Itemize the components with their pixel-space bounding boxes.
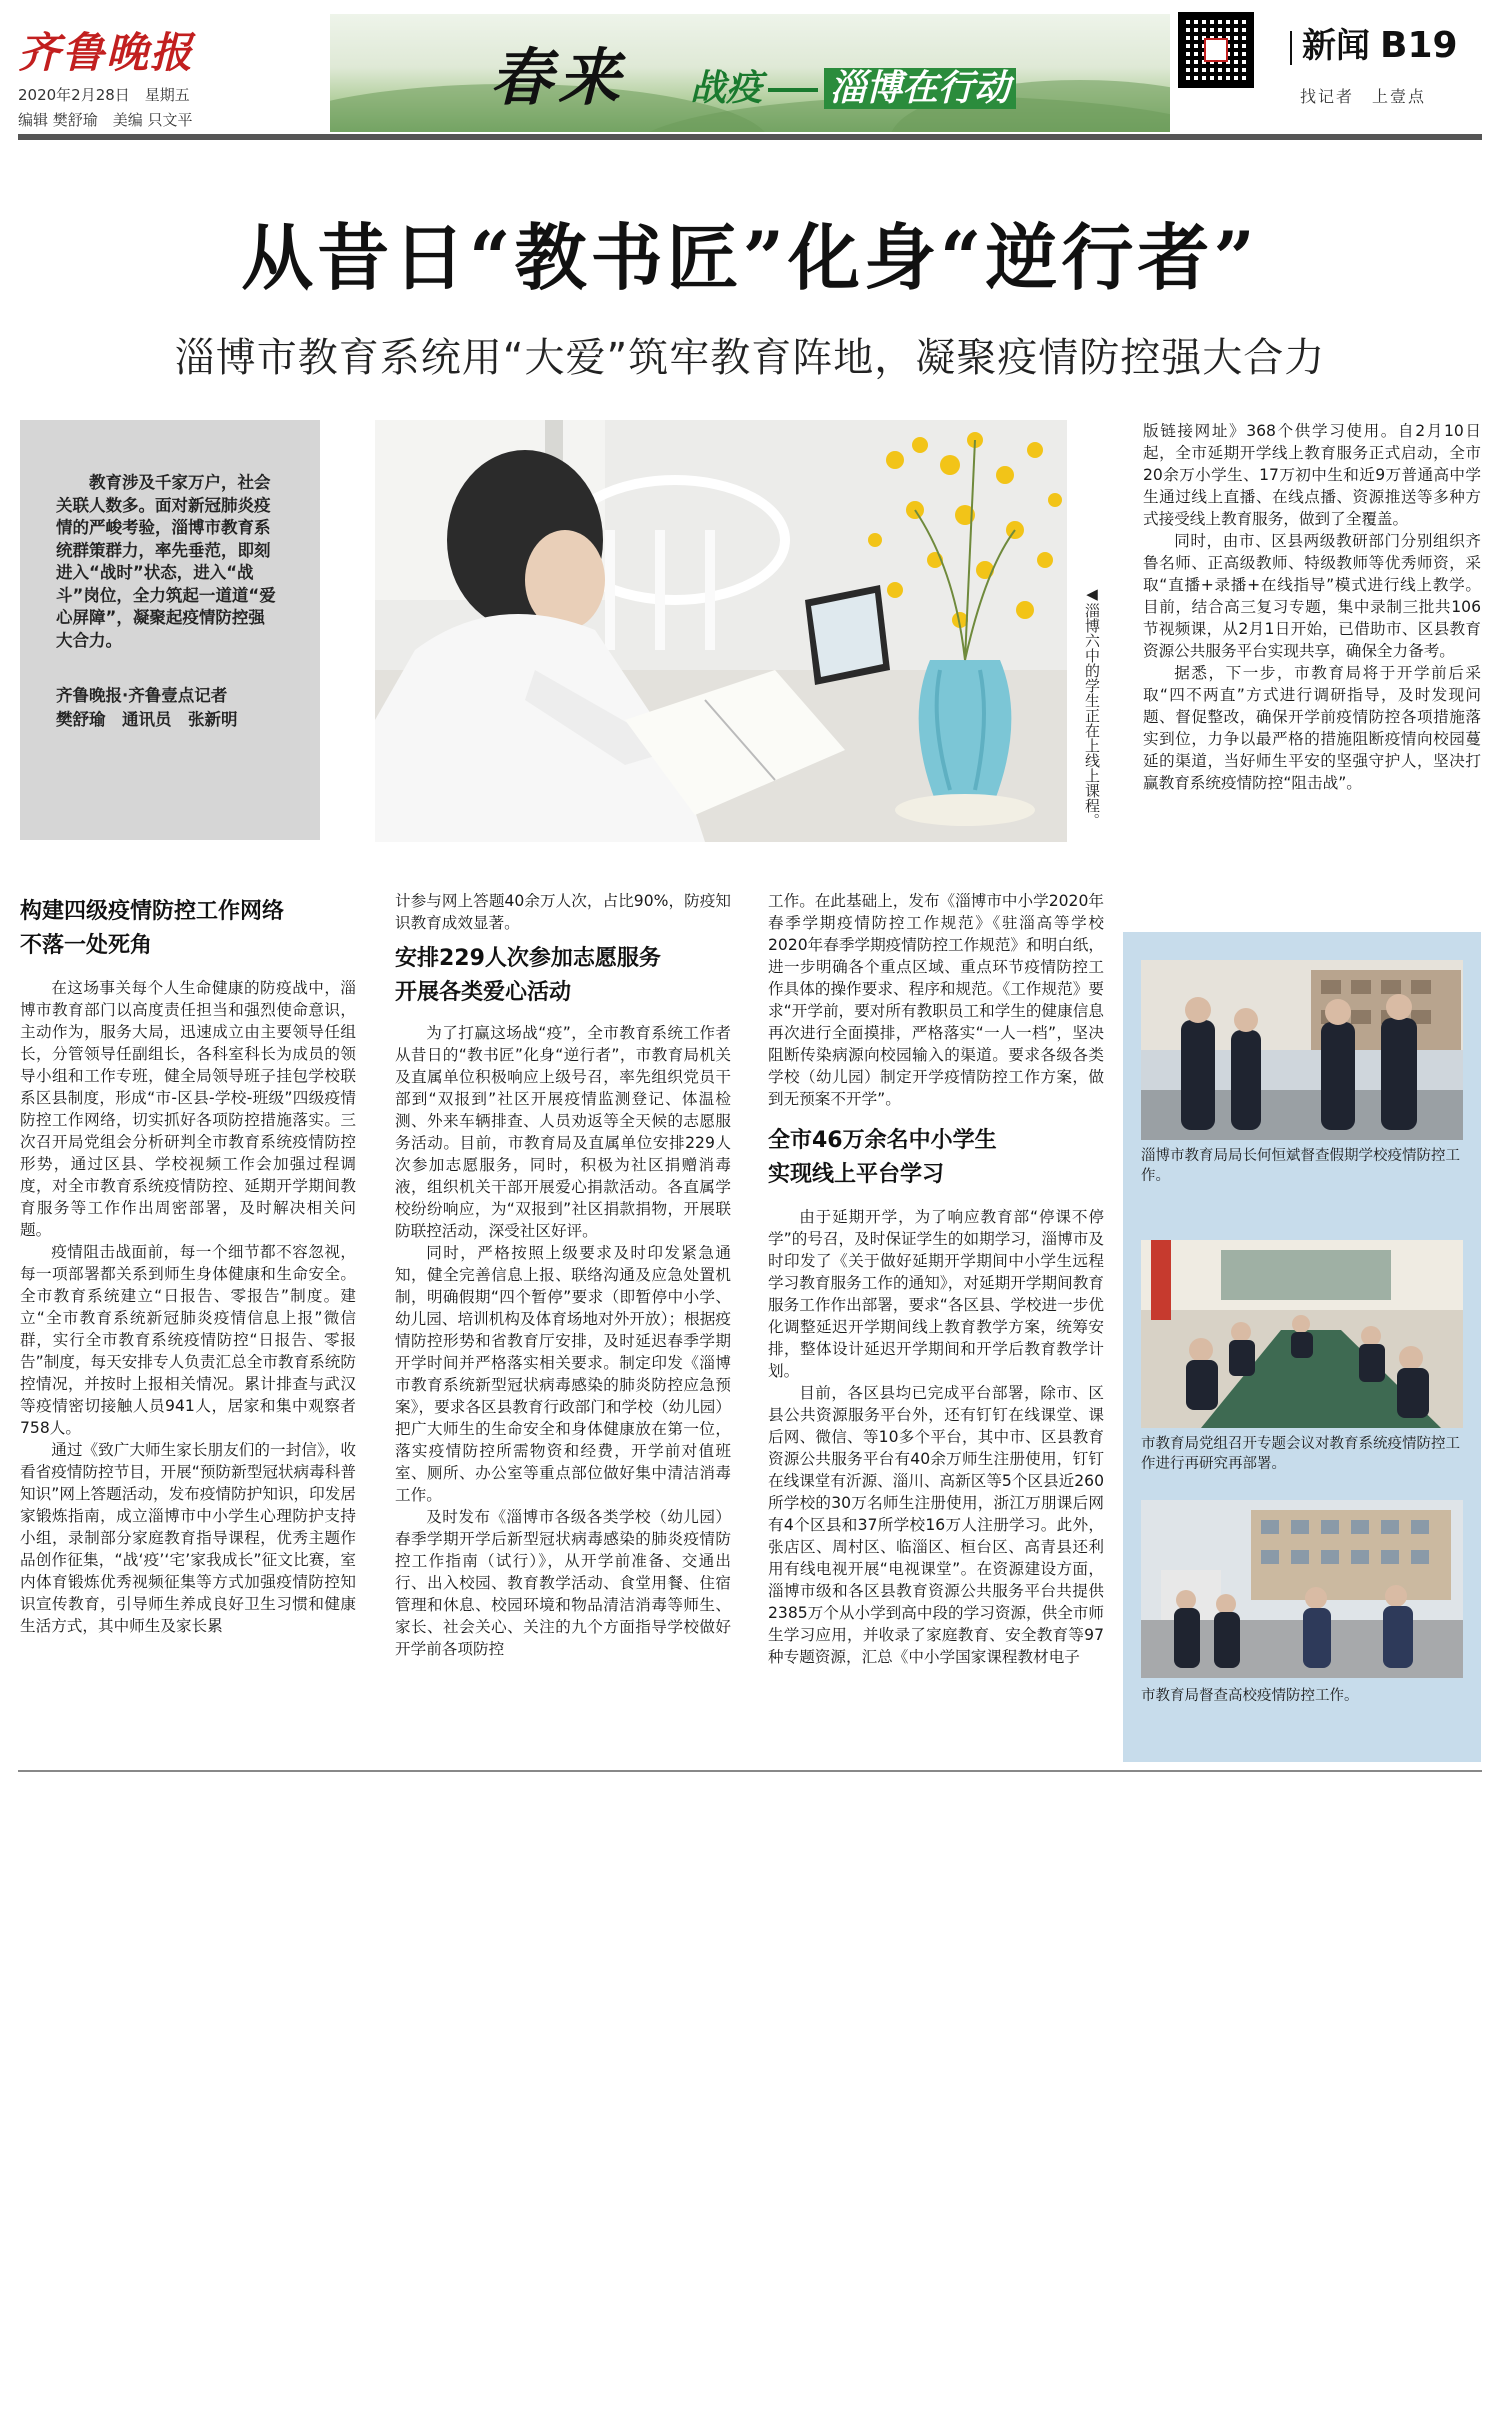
col1-paragraph-2: 疫情阻击战面前，每一个细节都不容忽视，每一项部署都关系到师生身体健康和生命安全。全市教育系统建立“日报告、零报告”制度。建立“全市教育系统新冠肺炎疫情信息上报”微信群，实行全市教育系统疫情防控“日报告、零报告”制度，每天安排专人负责汇总全市教育系统防控情况，并按时上报相关情况。累计排查与武汉等疫情密切接触人员941人，居家和集中观察者758人。: [20, 1243, 356, 1437]
qr-center-logo-icon: [1204, 38, 1228, 62]
intro-text: 教育涉及千家万户，社会关联人数多。面对新冠肺炎疫情的严峻考验，淄博市教育系统群策群力，率先垂范，即刻进入“战时”状态，进入“战斗”岗位，全力筑起一道道“爱心屏障”，凝聚起疫情防控强大合力。: [56, 473, 276, 650]
meeting-room-photo: [1141, 1240, 1463, 1428]
student-studying-photo: [375, 420, 1067, 842]
col1-heading-1: 构建四级疫情防控工作网络: [20, 899, 285, 924]
column-4: [1143, 420, 1481, 794]
col3-paragraph-0: 工作。在此基础上，发布《淄博市中小学2020年春季学期疫情防控工作规范》《驻淄高等学校2020年春季学期疫情防控工作规范》和明白纸，进一步明确各个重点区域、重点环节疫情防控工作具体的操作要求、程序和规范。《工作规范》要求“开学前，要对所有教职员工和学生的健康信息再次进行全面摸排，严格落实“一人一档”，坚决阻断传染病源向校园输入的渠道。要求各级各类学校（幼儿园）制定开学疫情防控工作方案，做到无预案不开学”。: [768, 892, 1104, 1108]
byline: [56, 684, 280, 732]
section-label: [1290, 18, 1458, 67]
col4-paragraph-2: 据悉，下一步，市教育局将于开学前后采取“四不两直”方式进行调研指导，及时发现问题、督促整改，确保开学前疫情防控各项措施落实到位，力争以最严格的措施阻断疫情向校园蔓延的渠道，当好师生平安的坚强守护人，坚决打赢教育系统疫情防控“阻击战”。: [1143, 664, 1481, 792]
byline-line-1: 齐鲁晚报·齐鲁壹点记者: [56, 686, 228, 705]
col2-heading-2: 开展各类爱心活动: [395, 980, 572, 1005]
slogan-right: 淄博在行动: [824, 68, 1016, 109]
section-sub: 找记者 上壹点: [1300, 87, 1427, 106]
section-name: 新闻: [1302, 26, 1370, 66]
col3-heading-2: 实现线上平台学习: [768, 1162, 945, 1187]
column-3: [768, 890, 1104, 1668]
col4-paragraph-0: 版链接网址》368个供学习使用。自2月10日起，全市延期开学线上教育服务正式启动，全市20余万小学生、17万初中生和近9万普通高中学生通过线上直播、在线点播、资源推送等多种方式接受线上教育服务，做到了全覆盖。: [1143, 422, 1481, 528]
campus-inspection-photo: [1141, 1500, 1463, 1678]
main-photo-caption: ◀淄博六中的学生正在上线上课程。: [1083, 585, 1101, 828]
column-2: [395, 890, 731, 1660]
col2-paragraph-2: 同时，严格按照上级要求及时印发紧急通知，健全完善信息上报、联络沟通及应急处置机制，明确假期“四个暂停”要求（即暂停中小学、幼儿园、培训机构及体育场地对外开放）；根据疫情防控形势和省教育厅安排，及时延迟春季学期开学时间并严格落实相关要求。制定印发《淄博市教育系统新型冠状病毒感染的肺炎防控应急预案》，要求各区县教育行政部门和学校（幼儿园）把广大师生的生命安全和身体健康放在第一位，落实疫情防控所需物资和经费，开学前对值班室、厕所、办公室等重点部位做好集中清洁消毒工作。: [395, 1244, 731, 1504]
main-photo: [375, 420, 1067, 842]
side-photo-2: [1141, 1240, 1463, 1428]
masthead: [18, 20, 318, 135]
officials-outdoor-photo: [1141, 960, 1463, 1140]
side-photo-3: [1141, 1500, 1463, 1678]
col2-paragraph-3: 及时发布《淄博市各级各类学校（幼儿园）春季学期开学后新型冠状病毒感染的肺炎疫情防控工作指南（试行）》，从开学前准备、交通出行、出入校园、教育教学活动、食堂用餐、住宿管理和休息、校园环境和物品清洁消毒等师生、家长、社会关心、关注的九个方面指导学校做好开学前各项防控: [395, 1508, 731, 1658]
editors-line: 编辑 樊舒瑜 美编 只文平: [18, 111, 193, 129]
paper-logo: 齐鲁晚报: [18, 28, 195, 77]
col3-paragraph-1: 由于延期开学，为了响应教育部“停课不停学”的号召，及时保证学生的如期学习，淄博市及时印发了《关于做好延期开学期间中小学生远程学习教育服务工作的通知》，对延期开学期间教育服务工作作出部署，要求“各区县、学校进一步优化调整延迟开学期间线上教育教学方案，统筹安排，整体设计延迟开学期间和开学后教育教学计划。: [768, 1208, 1104, 1380]
col1-heading-2: 不落一处死角: [20, 933, 153, 958]
col3-paragraph-2: 目前，各区县均已完成平台部署，除市、区县公共资源服务平台外，还有钉钉在线课堂、课后网、微信、等10多个平台，其中市、区县教育资源公共服务平台有40余万师生注册使用，钉钉在线课堂有沂源、淄川、高新区等5个区县近260所学校的30万名师生注册使用，浙江万朋课后网有4个区县和37所学校16万人注册学习。此外，张店区、周村区、临淄区、桓台区、高青县还利用有线电视开展“电视课堂”。在资源建设方面，淄博市级和各区县教育资源公共服务平台共提供2385万个从小学到高中段的学习资源，供全市师生学习应用，并收录了家庭教育、安全教育等97种专题资源，汇总《中小学国家课程教材电子: [768, 1384, 1104, 1666]
col3-heading-1: 全市46万余名中小学生: [768, 1128, 997, 1153]
col4-paragraph-1: 同时，由市、区县两级教研部门分别组织齐鲁名师、正高级教师、特级教师等优秀师资，采取“直播+录播+在线指导”模式进行线上教学。目前，结合高三复习专题，集中录制三批共106节视频课，从2月1日开始，已借助市、区县教育资源公共服务平台实现共享，确保全力备考。: [1143, 532, 1481, 660]
date-line: 2020年2月28日 星期五: [18, 86, 190, 104]
side-photo-3-caption: 市教育局督查高校疫情防控工作。: [1141, 1688, 1359, 1704]
photo-panel: [1123, 932, 1481, 1762]
page-code: B19: [1380, 25, 1458, 66]
banner-title: 春来: [490, 41, 627, 114]
column-1: [20, 895, 356, 1637]
col2-paragraph-1: 为了打赢这场战“疫”，全市教育系统工作者从昔日的“教书匠”化身“逆行者”，市教育局机关及直属单位积极响应上级号召，率先组织党员干部到“双报到”社区开展疫情监测登记、体温检测、外来车辆排查、人员劝返等全天候的志愿服务活动。目前，市教育局及直属单位安排229人次参加志愿服务，同时，积极为社区捐赠消毒液，组织机关干部开展爱心捐款活动。各直属学校纷纷响应，为“双报到”社区捐款捐物，开展联防联控活动，深受社区好评。: [395, 1024, 731, 1240]
footer-rule: [18, 1770, 1482, 1772]
section-divider: [1290, 31, 1292, 65]
banner-slogan: [690, 60, 1016, 111]
slogan-left: 战疫: [690, 68, 763, 109]
header-rule: [18, 134, 1482, 140]
side-photo-1-caption: 淄博市教育局局长何恒斌督查假期学校疫情防控工作。: [1141, 1148, 1460, 1184]
side-photo-2-caption: 市教育局党组召开专题会议对教育系统疫情防控工作进行再研究再部署。: [1141, 1436, 1460, 1472]
col1-paragraph-1: 在这场事关每个人生命健康的防疫战中，淄博市教育部门以高度责任担当和强烈使命意识，主动作为，服务大局，迅速成立由主要领导任组长，分管领导任副组长，各科室科长为成员的领导小组和工作专班，健全局领导班子挂包学校联系区县制度，形成“市-区县-学校-班级”四级疫情防控工作网络，切实抓好各项防控措施落实。三次召开局党组会分析研判全市教育系统疫情防控形势，通过区县、学校视频工作会加强过程调度，对全市教育系统疫情防控、延期开学期间教育服务等工作作出周密部署，及时解决相关问题。: [20, 979, 356, 1239]
col2-heading-1: 安排229人次参加志愿服务: [395, 946, 661, 971]
subheadline: 淄博市教育系统用“大爱”筑牢教育阵地，凝聚疫情防控强大合力: [174, 335, 1326, 381]
slogan-dash: [768, 88, 818, 92]
intro-box: [20, 420, 320, 840]
side-photo-1: [1141, 960, 1463, 1140]
headline: 从昔日“教书匠”化身“逆行者”: [241, 215, 1259, 300]
col1-paragraph-3: 通过《致广大师生家长朋友们的一封信》，收看省疫情防控节目，开展“预防新型冠状病毒科普知识”网上答题活动，发布疫情防护知识，印发居家锻炼指南，成立淄博市中小学生心理防护支持小组，录制部分家庭教育指导课程，优秀主题作品创作征集，“战‘疫’‘宅’家我成长”征文比赛，室内体育锻炼优秀视频征集等方式加强疫情防控知识宣传教育，引导师生养成良好卫生习惯和健康生活方式，其中师生及家长累: [20, 1441, 356, 1635]
col2-paragraph-0: 计参与网上答题40余万人次，占比90%，防疫知识教育成效显著。: [395, 892, 731, 932]
byline-line-2: 樊舒瑜 通讯员 张新明: [56, 710, 238, 729]
